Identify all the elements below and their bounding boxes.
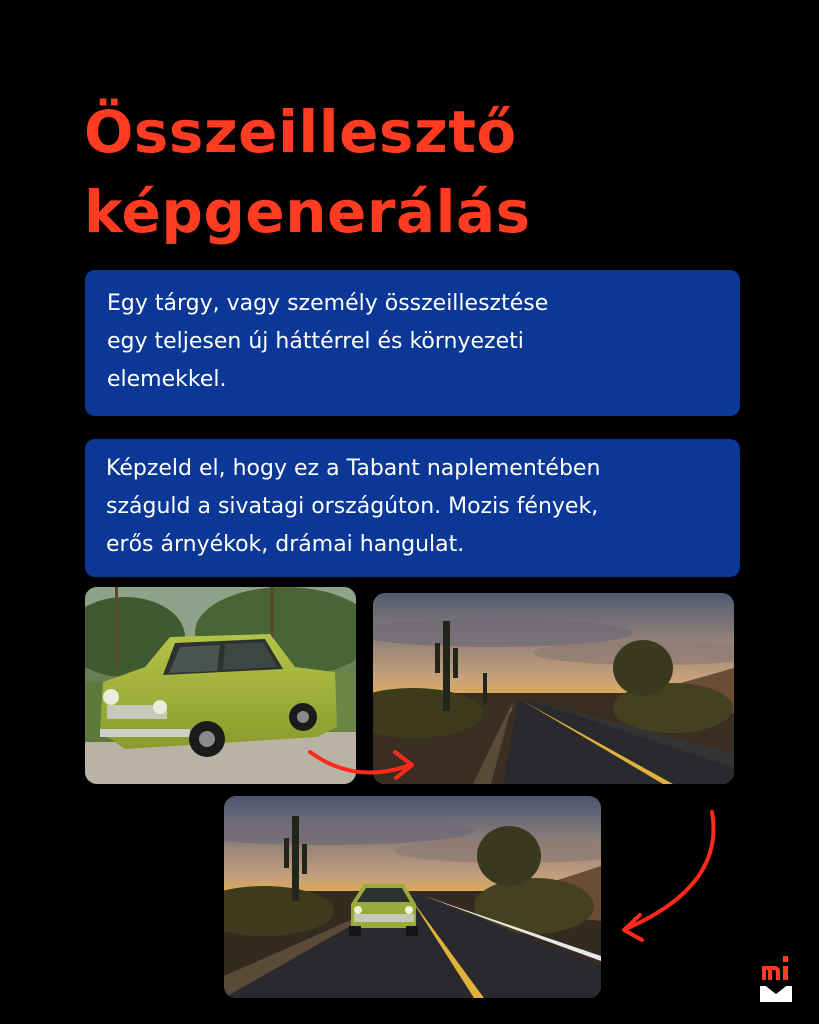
arrow-to-background-icon — [310, 752, 410, 773]
prompt-line-1: Képzeld el, hogy ez a Tabant naplementében — [106, 456, 601, 481]
title-line-2: képgenerálás — [84, 178, 531, 246]
description-line-2: egy teljesen új háttérrel és környezeti — [107, 329, 524, 354]
brand-logo-icon — [758, 948, 794, 1004]
prompt-line-2: száguld a sivatagi országúton. Mozis fények, — [106, 494, 599, 519]
prompt-line-3: erős árnyékok, drámai hangulat. — [106, 532, 465, 557]
title-line-1: Összeillesztő — [84, 98, 517, 166]
arrow-to-result-icon — [628, 812, 714, 928]
description-line-1: Egy tárgy, vagy személy összeillesztése — [107, 291, 549, 316]
description-line-3: elemekkel. — [107, 367, 227, 392]
